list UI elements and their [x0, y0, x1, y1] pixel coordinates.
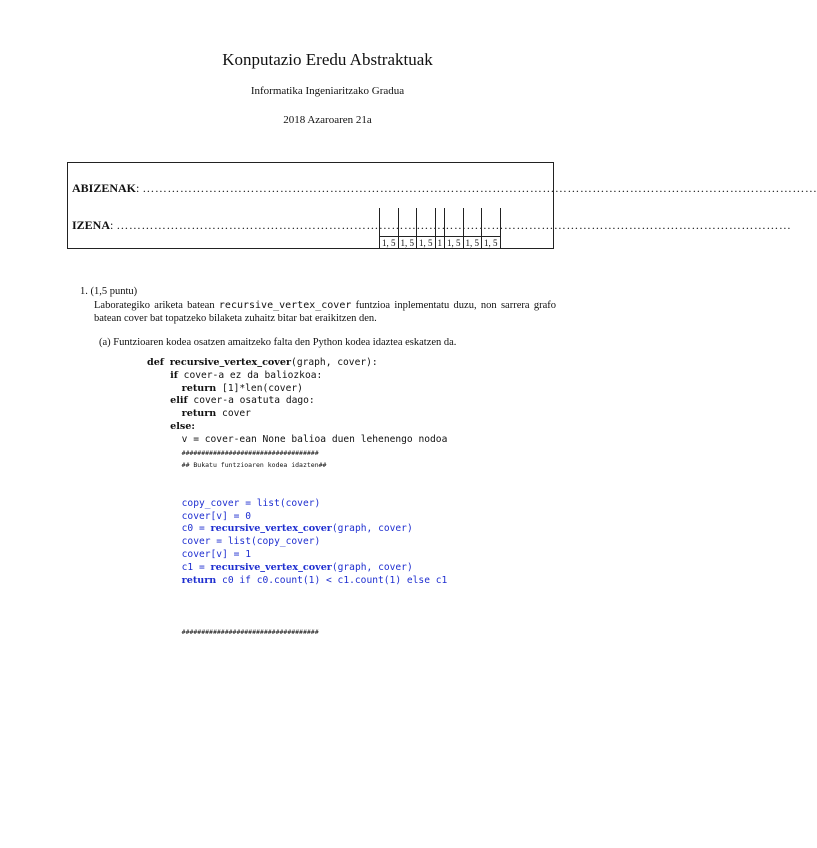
- code-line: [147, 434, 447, 447]
- score-column: [380, 208, 399, 249]
- answer-line[interactable]: [147, 498, 447, 511]
- score-column: [436, 208, 446, 249]
- question-text-part: Laborategiko ariketa batean: [94, 300, 219, 311]
- code-line: [147, 383, 447, 396]
- name-label: IZENA: [72, 218, 111, 232]
- score-column: [482, 208, 501, 249]
- name-colon: :: [110, 218, 114, 232]
- surname-label: ABIZENAK: [72, 181, 137, 195]
- code-keyword: return: [181, 408, 217, 420]
- code-text: cover[v] = 0: [181, 510, 251, 522]
- code-text: (graph, cover): [331, 561, 413, 573]
- code-text: cover[v] = 1: [181, 548, 251, 560]
- code-function-name: recursive_vertex_cover: [210, 561, 332, 573]
- score-cell[interactable]: [380, 208, 398, 236]
- code-text: cover-a osatuta dago:: [187, 395, 315, 407]
- code-line: [147, 408, 447, 421]
- code-text: (graph, cover): [331, 523, 413, 535]
- question-points: (1,5 puntu): [90, 286, 138, 297]
- code-line: [147, 626, 447, 639]
- score-cell[interactable]: [445, 208, 463, 236]
- code-comment-stars: ###################################: [181, 627, 319, 636]
- answer-line[interactable]: [147, 549, 447, 562]
- score-cell[interactable]: [464, 208, 482, 236]
- score-value: 1, 5: [447, 238, 461, 248]
- question-number: 1.: [80, 286, 88, 297]
- answer-line[interactable]: [147, 523, 447, 536]
- name-field[interactable]: [72, 218, 792, 233]
- score-value: 1, 5: [382, 238, 396, 248]
- code-text: c1 =: [181, 561, 211, 573]
- code-line: [147, 395, 447, 408]
- surname-colon: :: [136, 181, 140, 195]
- code-text: (graph, cover):: [291, 357, 378, 368]
- code-text: cover = list(copy_cover): [181, 536, 321, 548]
- page-subtitle: Informatika Ingeniaritzako Gradua: [250, 85, 405, 97]
- code-line: [147, 370, 447, 383]
- code-keyword: return: [181, 574, 217, 586]
- code-line: [147, 447, 447, 460]
- answer-line[interactable]: [147, 511, 447, 524]
- subquestion-a: [99, 336, 456, 349]
- code-block: [147, 357, 447, 639]
- code-line-empty: [147, 472, 447, 485]
- question-body: [94, 299, 556, 325]
- function-name-inline: recursive_vertex_cover: [218, 300, 352, 311]
- score-grid: [379, 208, 553, 249]
- code-line-empty: [147, 600, 447, 613]
- code-function-name: recursive_vertex_cover: [210, 523, 332, 535]
- code-line-empty: [147, 485, 447, 498]
- score-value: 1, 5: [400, 238, 414, 248]
- surname-dots: ………………………………………………………………………………………………………………………………………………: [142, 181, 817, 195]
- score-column: [464, 208, 483, 249]
- code-text: cover: [216, 408, 251, 420]
- code-line-empty: [147, 587, 447, 600]
- exam-date: 2018 Azaroaren 21a: [283, 114, 372, 126]
- code-text: copy_cover = list(cover): [181, 497, 321, 509]
- subquestion-text: Funtzioaren kodea osatzen amaitzeko falta den Python kodea idaztea eskatzen da.: [113, 337, 457, 348]
- subquestion-label: (a): [99, 337, 111, 348]
- answer-line[interactable]: [147, 536, 447, 549]
- code-line: [147, 459, 447, 472]
- student-info-box: [67, 162, 817, 249]
- code-text: v = cover-ean None balioa duen lehenengo nodoa: [181, 433, 448, 445]
- code-comment-stars: ###################################: [181, 448, 319, 457]
- code-function-name: recursive_vertex_cover: [169, 357, 292, 368]
- code-line: [147, 357, 447, 370]
- code-line-empty: [147, 613, 447, 626]
- score-value: 1, 5: [419, 238, 433, 248]
- code-text: [1]*len(cover): [216, 382, 303, 394]
- score-column: [399, 208, 418, 249]
- answer-line[interactable]: [147, 575, 447, 588]
- code-line: [147, 421, 447, 434]
- code-text: c0 =: [181, 523, 211, 535]
- score-cell[interactable]: [417, 208, 435, 236]
- score-cell[interactable]: [436, 208, 445, 236]
- surname-field[interactable]: [72, 181, 817, 196]
- score-value: 1, 5: [465, 238, 479, 248]
- question-header: [80, 285, 560, 299]
- code-keyword: return: [181, 382, 217, 394]
- score-value: 1, 5: [484, 238, 498, 248]
- answer-line[interactable]: [147, 562, 447, 575]
- page-title: Konputazio Eredu Abstraktuak: [222, 50, 433, 69]
- code-keyword: if: [170, 369, 178, 381]
- code-text: cover-a ez da baliozkoa:: [177, 369, 323, 381]
- code-comment: ## Bukatu funtzioaren kodea idazten##: [181, 461, 327, 470]
- name-dots: ………………………………………………………………………………………………………………………………………………: [116, 218, 792, 232]
- score-column: [445, 208, 464, 249]
- score-cell[interactable]: [482, 208, 500, 236]
- question-1: [80, 285, 560, 324]
- code-keyword: elif: [170, 395, 188, 407]
- score-value: 1: [437, 238, 442, 248]
- score-cell[interactable]: [399, 208, 417, 236]
- code-keyword: def: [147, 357, 164, 368]
- question-text-part: funtzioa inplementatu duzu, non sarrera grafo batean cover bat topatzeko bilaketa zuhaitz bitar bat eraikitzen den.: [94, 300, 557, 324]
- code-text: c0 if c0.count(1) < c1.count(1) else c1: [216, 574, 448, 586]
- code-keyword: else:: [170, 420, 195, 432]
- score-column: [417, 208, 436, 249]
